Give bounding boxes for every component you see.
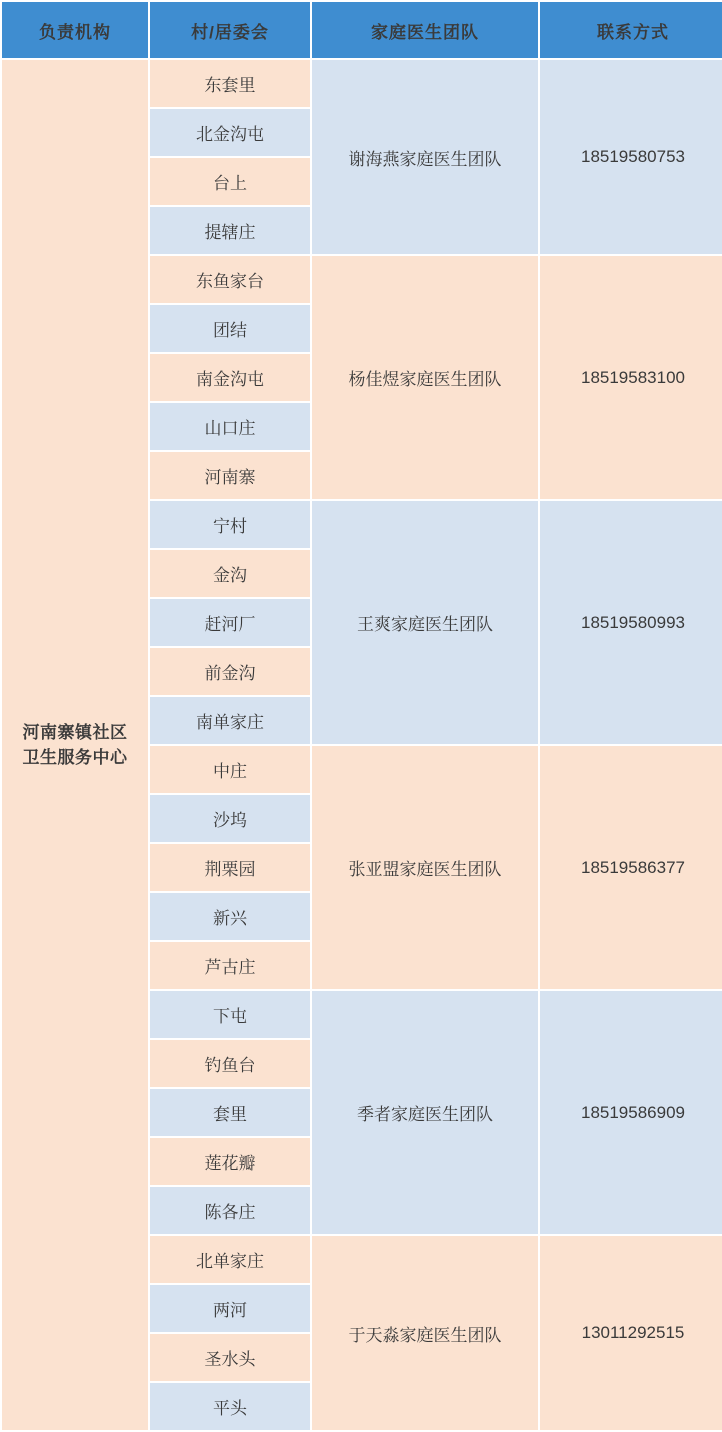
village-cell: 北金沟屯 [150, 109, 310, 156]
village-cell: 中庄 [150, 746, 310, 793]
village-cell: 北单家庄 [150, 1236, 310, 1283]
column-header-organization: 负责机构 [2, 2, 148, 58]
phone-cell: 18519580993 [540, 501, 722, 744]
village-cell: 圣水头 [150, 1334, 310, 1381]
village-cell: 山口庄 [150, 403, 310, 450]
phone-cell: 13011292515 [540, 1236, 722, 1430]
organization-line-2: 卫生服务中心 [22, 748, 128, 767]
village-cell: 莲花瓣 [150, 1138, 310, 1185]
column-header-village: 村/居委会 [150, 2, 310, 58]
phone-cell: 18519583100 [540, 256, 722, 499]
village-cell: 东套里 [150, 60, 310, 107]
village-cell: 套里 [150, 1089, 310, 1136]
village-cell: 芦古庄 [150, 942, 310, 989]
team-cell: 王爽家庭医生团队 [312, 501, 538, 744]
team-cell: 张亚盟家庭医生团队 [312, 746, 538, 989]
village-cell: 宁村 [150, 501, 310, 548]
village-cell: 团结 [150, 305, 310, 352]
team-cell: 谢海燕家庭医生团队 [312, 60, 538, 254]
village-cell: 提辖庄 [150, 207, 310, 254]
table-header [2, 2, 722, 58]
village-cell: 荆栗园 [150, 844, 310, 891]
team-cell: 季者家庭医生团队 [312, 991, 538, 1234]
village-cell: 台上 [150, 158, 310, 205]
village-cell: 两河 [150, 1285, 310, 1332]
village-cell: 新兴 [150, 893, 310, 940]
village-cell: 南单家庄 [150, 697, 310, 744]
column-header-phone: 联系方式 [540, 2, 722, 58]
village-cell: 金沟 [150, 550, 310, 597]
team-cell: 杨佳煜家庭医生团队 [312, 256, 538, 499]
table-row [2, 60, 722, 107]
village-cell: 赶河厂 [150, 599, 310, 646]
organization-cell [2, 60, 148, 1430]
column-header-team: 家庭医生团队 [312, 2, 538, 58]
phone-cell: 18519580753 [540, 60, 722, 254]
organization-line-1: 河南寨镇社区 [22, 722, 128, 742]
header-row [2, 2, 722, 58]
village-cell: 下屯 [150, 991, 310, 1038]
village-cell: 钓鱼台 [150, 1040, 310, 1087]
phone-cell: 18519586909 [540, 991, 722, 1234]
village-cell: 陈各庄 [150, 1187, 310, 1234]
village-cell: 南金沟屯 [150, 354, 310, 401]
village-cell: 东鱼家台 [150, 256, 310, 303]
table-body [2, 60, 722, 1430]
village-cell: 沙坞 [150, 795, 310, 842]
village-cell: 河南寨 [150, 452, 310, 499]
village-cell: 前金沟 [150, 648, 310, 695]
village-cell: 平头 [150, 1383, 310, 1430]
team-cell: 于天淼家庭医生团队 [312, 1236, 538, 1430]
phone-cell: 18519586377 [540, 746, 722, 989]
